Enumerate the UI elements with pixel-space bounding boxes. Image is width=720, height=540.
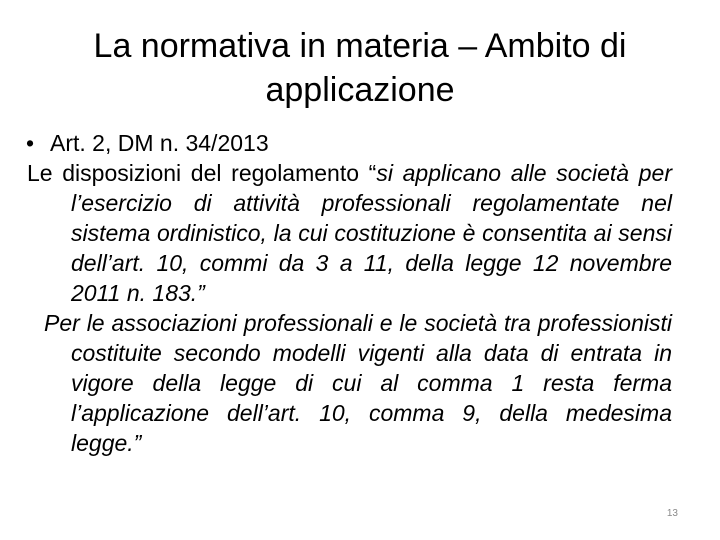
- slide-content: [22, 128, 672, 458]
- associations-paragraph: Per le associazioni professionali e le società tra professionisti costituite secondo modelli vigenti alla data di entrata in vigore della legge di cui al comma 1 resta ferma l’applicazione dell’art. 10, comma 9, della medesima legge.”: [44, 310, 672, 456]
- bullet-item: [22, 128, 672, 158]
- bullet-text: Art. 2, DM n. 34/2013: [50, 130, 269, 156]
- page-number: 13: [666, 508, 678, 519]
- regulation-lead: Le disposizioni del regolamento “: [27, 160, 377, 186]
- slide-title: La normativa in materia – Ambito di applicazione: [93, 27, 627, 109]
- bullet-icon: •: [26, 130, 35, 156]
- regulation-quote: si applicano alle società per l’esercizio di attività professionali regolamentate nel sistema ordinistico, la cui costituzione è consentita ai sensi dell’art. 10, commi da 3 a 11, della legge 12 novembre 2011 n. 183.”: [71, 160, 672, 306]
- regulation-paragraph: [22, 158, 672, 308]
